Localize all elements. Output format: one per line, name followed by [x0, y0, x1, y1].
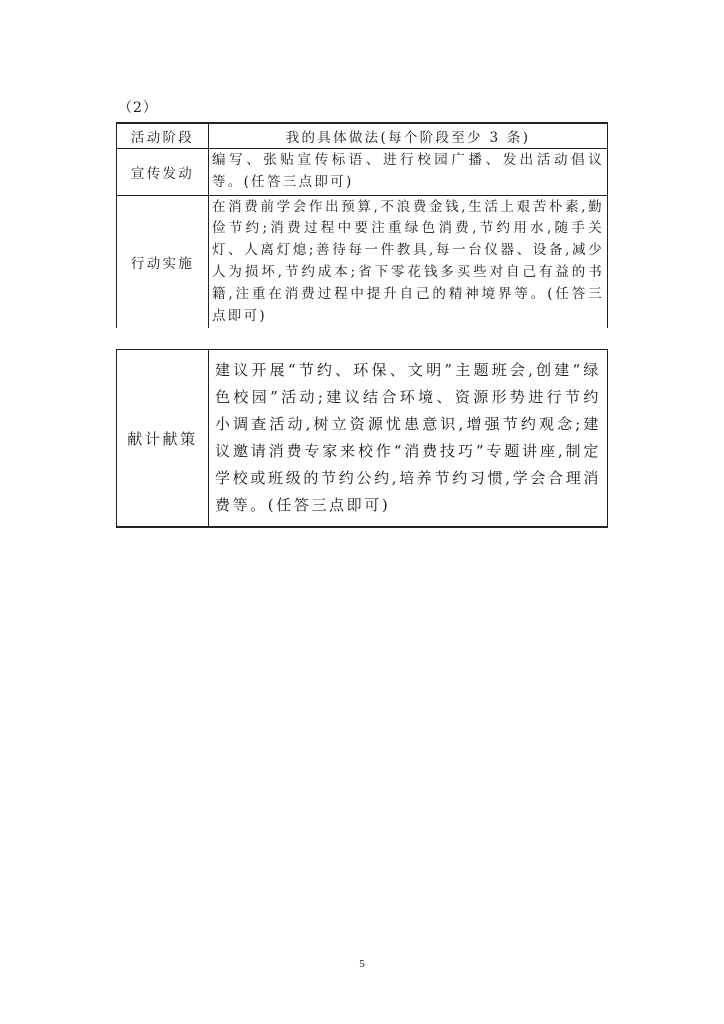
stage-content-suggestions: 建议开展“节约、环保、文明”主题班会,创建“绿色校园”活动;建议结合环境、资源形势进行节约小调查活动,树立资源忧患意识,增强节约观念;建议邀请消费专家来校作“消费技巧”专题讲座,制定学校或班级的节约公约,培养节约习惯,学会合理消费等。(任答三点即可) [209, 350, 608, 528]
table-row [117, 195, 608, 328]
activity-table [116, 122, 608, 328]
stage-content-publicity: 编写、张贴宣传标语、进行校园广播、发出活动倡议等。(任答三点即可) [209, 149, 608, 196]
stage-label-action: 行动实施 [117, 195, 209, 328]
header-method: 我的具体做法(每个阶段至少 3 条) [209, 123, 608, 149]
stage-label-publicity: 宣传发动 [117, 149, 209, 196]
table-header-row [117, 123, 608, 149]
header-stage: 活动阶段 [117, 123, 209, 149]
table-row [117, 350, 608, 528]
stage-content-action: 在消费前学会作出预算,不浪费金钱,生活上艰苦朴素,勤俭节约;消费过程中要注重绿色消费,节约用水,随手关灯、人离灯熄;善待每一件教具,每一台仪器、设备,减少人为损坏,节约成本;省下零花钱多买些对自己有益的书籍,注重在消费过程中提升自己的精神境界等。(任答三点即可) [209, 195, 608, 328]
page-number: 5 [359, 958, 365, 970]
suggestion-table [116, 349, 608, 528]
stage-label-suggestions: 献计献策 [117, 350, 209, 528]
table-row [117, 149, 608, 196]
question-number: （2） [118, 100, 158, 116]
